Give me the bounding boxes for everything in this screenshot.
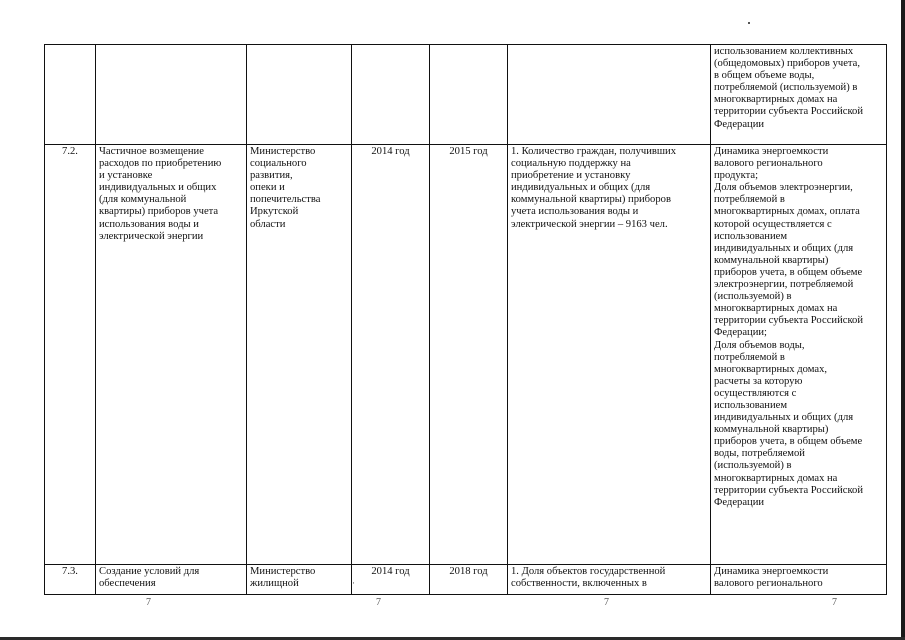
footer-mark: 7 xyxy=(376,597,381,608)
cell-end-year: 2018 год xyxy=(430,565,508,595)
cell-executor xyxy=(247,45,352,145)
cell-end-year: 2015 год xyxy=(430,145,508,565)
cell-end-year xyxy=(430,45,508,145)
table-row xyxy=(45,145,887,565)
cell-measure-name: Создание условий для обеспечения xyxy=(96,565,247,595)
cell-start-year xyxy=(352,45,430,145)
cell-number xyxy=(45,45,96,145)
scan-edge-right xyxy=(901,0,905,640)
cell-number: 7.2. xyxy=(45,145,96,565)
table-row xyxy=(45,565,887,595)
cell-executor: Министерство социального развития, опеки и попечительства Иркутской области xyxy=(247,145,352,565)
cell-start-year: 2014 год xyxy=(352,565,430,595)
cell-number: 7.3. xyxy=(45,565,96,595)
footer-mark: 7 xyxy=(146,597,151,608)
cell-indicator: Динамика энергоемкости валового регионального xyxy=(711,565,887,595)
cell-expected-result: 1. Количество граждан, получивших социальную поддержку на приобретение и установку индивидуальных и общих (для коммунальной квартиры) приборов учета использования воды и электрической энергии – 9163 чел. xyxy=(508,145,711,565)
scan-speck xyxy=(748,22,750,24)
cell-indicator: Динамика энергоемкости валового регионального продукта; Доля объемов электроэнергии, потребляемой в многоквартирных домах, оплата которой осуществляется с использованием индивидуальных и общих (для коммунальной квартиры) приборов учета, в общем объеме электроэнергии, потребляемой (используемой) в многоквартирных домах на территории субъекта Российской Федерации; Доля объемов воды, потребляемой в многоквартирных домах, расчеты за которую осуществляются с использованием индивидуальных и общих (для коммунальной квартиры) приборов учета, в общем объеме воды, потребляемой (используемой) в многоквартирных домах на территории субъекта Российской Федерации xyxy=(711,145,887,565)
program-measures-table xyxy=(44,44,887,595)
cell-measure-name: Частичное возмещение расходов по приобретению и установке индивидуальных и общих (для коммунальной квартиры) приборов учета использования воды и электрической энергии xyxy=(96,145,247,565)
cell-expected-result: 1. Доля объектов государственной собственности, включенных в xyxy=(508,565,711,595)
cell-indicator: использованием коллективных (общедомовых) приборов учета, в общем объеме воды, потребляемой (используемой) в многоквартирных домах на территории субъекта Российской Федерации xyxy=(711,45,887,145)
footer-mark: 7 xyxy=(832,597,837,608)
cell-measure-name xyxy=(96,45,247,145)
stray-mark: · xyxy=(352,578,355,588)
footer-mark: 7 xyxy=(604,597,609,608)
cell-expected-result xyxy=(508,45,711,145)
cell-executor: Министерство жилищной xyxy=(247,565,352,595)
table-row xyxy=(45,45,887,145)
cell-start-year: 2014 год xyxy=(352,145,430,565)
